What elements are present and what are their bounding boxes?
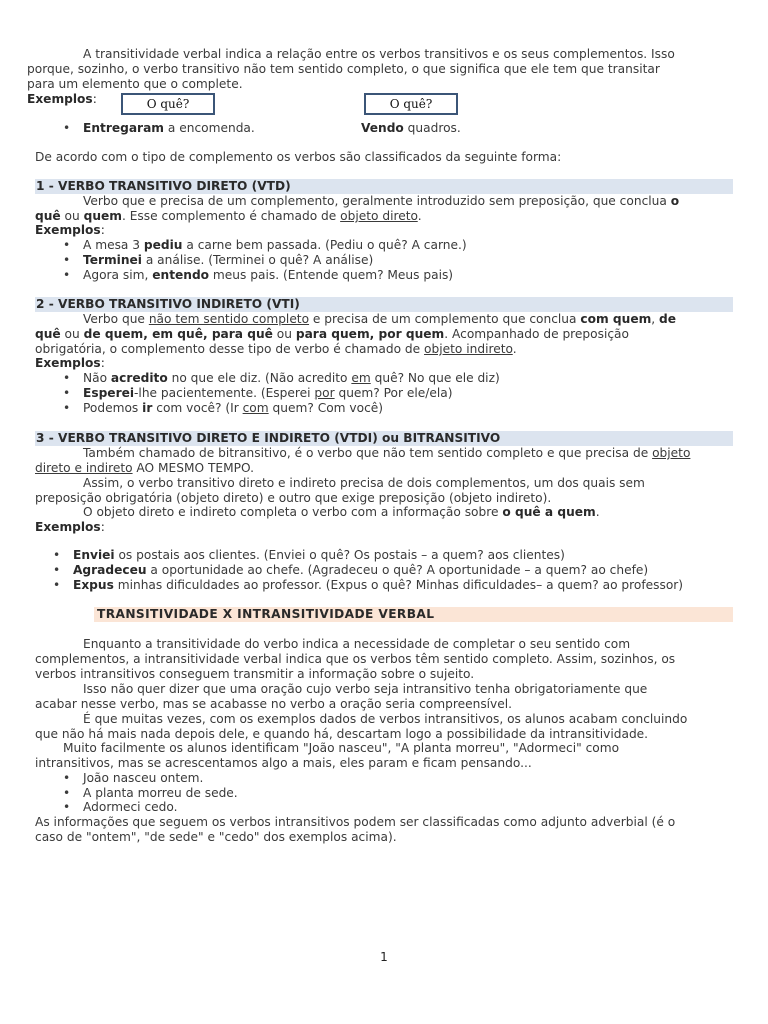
list-item: • Enviei os postais aos clientes. (Enviei o quê? Os postais – a quem? aos clientes) (73, 548, 565, 563)
list-item: • Terminei a análise. (Terminei o quê? A análise) (83, 253, 373, 268)
vtd-line-2: quê ou quem. Esse complemento é chamado de objeto direto. (35, 209, 422, 223)
section-heading-vtd: 1 - VERBO TRANSITIVO DIRETO (VTD) (36, 179, 291, 193)
vti-line-2: quê ou de quem, em quê, para quê ou para quem, por quem. Acompanhado de preposição (35, 327, 629, 341)
question-box: O quê? (364, 93, 458, 115)
intrans-line: intransitivos, mas se acrescentamos algo a mais, eles param e ficam pensando... (35, 756, 532, 770)
page-number: 1 (380, 950, 388, 964)
examples-label: Exemplos: (35, 356, 105, 370)
vtdi-line-4: preposição obrigatória (objeto direto) e outro que exige preposição (objeto indireto). (35, 491, 552, 505)
list-item: • Não acredito no que ele diz. (Não acredito em quê? No que ele diz) (83, 371, 500, 386)
intro-line-2: porque, sozinho, o verbo transitivo não tem sentido completo, o que significa que ele tem que transitar (27, 62, 660, 76)
section-heading-intransitividade: TRANSITIVIDADE X INTRANSITIVIDADE VERBAL (97, 607, 435, 621)
intrans-line: acabar nesse verbo, mas se acabasse no verbo a oração seria compreensível. (35, 697, 513, 711)
vtdi-line-1: Também chamado de bitransitivo, é o verbo que não tem sentido completo e que precisa de objeto (83, 446, 691, 460)
section-heading-vti: 2 - VERBO TRANSITIVO INDIRETO (VTI) (36, 297, 300, 311)
vtdi-line-2: direto e indireto AO MESMO TEMPO. (35, 461, 254, 475)
list-item: • Agradeceu a oportunidade ao chefe. (Agradeceu o quê? A oportunidade – a quem? ao chefe) (73, 563, 648, 578)
list-item: • Entregaram a encomenda. (83, 121, 255, 136)
vti-line-3: obrigatória, o complemento desse tipo de verbo é chamado de objeto indireto. (35, 342, 517, 356)
list-item: • Esperei-lhe pacientemente. (Esperei por quem? Por ele/ela) (83, 386, 453, 401)
intrans-line: complementos, a intransitividade verbal indica que os verbos têm sentido completo. Assim, sozinhos, os (35, 652, 676, 666)
examples-label: Exemplos: (35, 223, 105, 237)
list-item: • A planta morreu de sede. (83, 786, 238, 801)
list-item: • João nasceu ontem. (83, 771, 203, 786)
intrans-line: Enquanto a transitividade do verbo indica a necessidade de completar o seu sentido com (83, 637, 631, 651)
list-item: • Expus minhas dificuldades ao professor. (Expus o quê? Minhas dificuldades– a quem? ao professor) (73, 578, 683, 593)
vti-line-1: Verbo que não tem sentido completo e precisa de um complemento que conclua com quem, de (83, 312, 677, 326)
intrans-line: verbos intransitivos conseguem transmitir a informação sobre o sujeito. (35, 667, 475, 681)
vtdi-line-3: Assim, o verbo transitivo direto e indireto precisa de dois complementos, um dos quais sem (83, 476, 645, 490)
intrans-line: Isso não quer dizer que uma oração cujo verbo seja intransitivo tenha obrigatoriamente que (83, 682, 648, 696)
classify-text: De acordo com o tipo de complemento os verbos são classificados da seguinte forma: (35, 150, 562, 164)
vtdi-line-5: O objeto direto e indireto completa o verbo com a informação sobre o quê a quem. (83, 505, 600, 519)
intro-line-1: A transitividade verbal indica a relação entre os verbos transitivos e os seus complementos. Isso (83, 47, 675, 61)
examples-label: Exemplos: (35, 520, 105, 534)
example-text: Vendo quadros. (361, 121, 461, 135)
list-item: • A mesa 3 pediu a carne bem passada. (Pediu o quê? A carne.) (83, 238, 467, 253)
intrans-line: Muito facilmente os alunos identificam "João nasceu", "A planta morreu", "Adormeci" como (63, 741, 620, 755)
intrans-line: As informações que seguem os verbos intransitivos podem ser classificadas como adjunto adverbial (é o (35, 815, 676, 829)
list-item: • Agora sim, entendo meus pais. (Entende quem? Meus pais) (83, 268, 453, 283)
list-item: • Podemos ir com você? (Ir com quem? Com você) (83, 401, 383, 416)
section-heading-vtdi: 3 - VERBO TRANSITIVO DIRETO E INDIRETO (VTDI) ou BITRANSITIVO (36, 431, 501, 445)
vtd-line-1: Verbo que e precisa de um complemento, geralmente introduzido sem preposição, que conclua o (83, 194, 680, 208)
intrans-line: caso de "ontem", "de sede" e "cedo" dos exemplos acima). (35, 830, 397, 844)
examples-label: Exemplos: (27, 92, 97, 106)
question-box: O quê? (121, 93, 215, 115)
intro-line-3: para um elemento que o complete. (27, 77, 243, 91)
intrans-line: É que muitas vezes, com os exemplos dados de verbos intransitivos, os alunos acabam concluindo (83, 712, 688, 726)
intrans-line: que não há mais nada depois dele, e quando há, descartam logo a possibilidade da intransitividade. (35, 727, 649, 741)
list-item: • Adormeci cedo. (83, 800, 178, 815)
